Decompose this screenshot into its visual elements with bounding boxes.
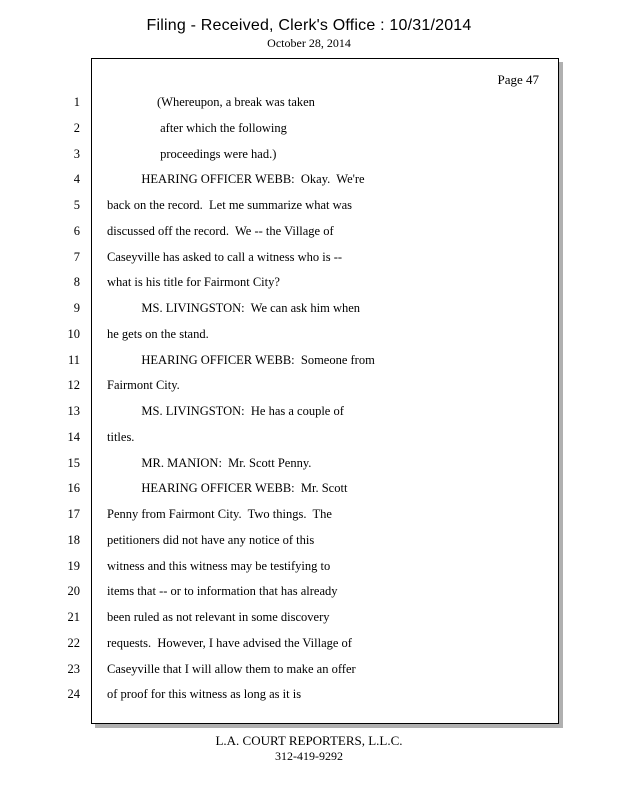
line-number: 2 (73, 121, 80, 135)
line-number: 19 (67, 559, 80, 573)
line-number: 23 (67, 662, 80, 676)
line-number: 5 (73, 198, 80, 212)
line-text: witness and this witness may be testifying to (107, 559, 331, 573)
line-number: 13 (67, 404, 80, 418)
line-number: 4 (73, 172, 80, 186)
line-text: discussed off the record. We -- the Village of (107, 224, 334, 238)
line-number: 16 (67, 481, 80, 495)
line-text: Caseyville that I will allow them to make an offer (107, 662, 356, 676)
line-number: 17 (67, 507, 80, 521)
filing-stamp: Filing - Received, Clerk's Office : 10/31/2014 (146, 17, 472, 34)
line-text: what is his title for Fairmont City? (107, 275, 280, 289)
line-text: items that -- or to information that has already (107, 584, 338, 598)
line-text: MS. LIVINGSTON: We can ask him when (107, 301, 361, 315)
line-text: Fairmont City. (107, 378, 180, 392)
line-text: titles. (107, 430, 135, 444)
line-text: HEARING OFFICER WEBB: Mr. Scott (107, 481, 348, 495)
line-number: 3 (73, 147, 80, 161)
footer-company: L.A. COURT REPORTERS, L.L.C. (215, 733, 403, 748)
line-number: 15 (67, 456, 80, 470)
line-text: back on the record. Let me summarize what was (107, 198, 353, 212)
line-text: Penny from Fairmont City. Two things. The (107, 507, 332, 521)
line-text: proceedings were had.) (107, 147, 277, 161)
line-number: 12 (67, 378, 80, 392)
line-text: been ruled as not relevant in some discovery (107, 610, 330, 624)
line-number: 1 (73, 95, 80, 109)
line-text: petitioners did not have any notice of this (107, 533, 315, 547)
line-number: 7 (73, 250, 80, 264)
line-number: 20 (67, 584, 80, 598)
footer-phone: 312-419-9292 (275, 749, 343, 763)
line-number: 11 (67, 353, 80, 367)
line-number: 22 (67, 636, 80, 650)
line-number: 21 (67, 610, 80, 624)
line-number: 24 (67, 687, 80, 701)
line-number: 9 (73, 301, 80, 315)
line-text: he gets on the stand. (107, 327, 209, 341)
line-number: 8 (73, 275, 80, 289)
line-text: Caseyville has asked to call a witness who is -- (107, 250, 343, 264)
line-text: HEARING OFFICER WEBB: Okay. We're (107, 172, 365, 186)
transcript-date: October 28, 2014 (267, 36, 351, 50)
page-number: Page 47 (497, 72, 539, 87)
line-number: 6 (73, 224, 80, 238)
line-text: MS. LIVINGSTON: He has a couple of (107, 404, 344, 418)
line-number: 10 (67, 327, 80, 341)
line-text: of proof for this witness as long as it is (107, 687, 302, 701)
line-number: 14 (67, 430, 80, 444)
line-text: after which the following (107, 121, 287, 135)
line-text: (Whereupon, a break was taken (107, 95, 315, 109)
line-number: 18 (67, 533, 80, 547)
line-text: requests. However, I have advised the Village of (107, 636, 352, 650)
line-text: MR. MANION: Mr. Scott Penny. (107, 456, 312, 470)
line-text: HEARING OFFICER WEBB: Someone from (107, 353, 375, 367)
